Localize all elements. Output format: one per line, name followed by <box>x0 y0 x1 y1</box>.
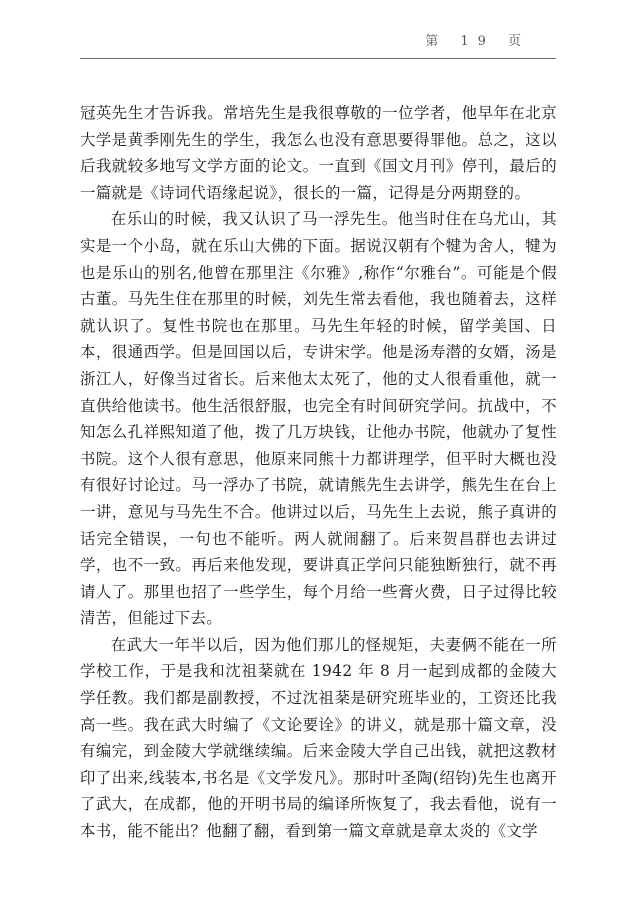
paragraph-ma-yifu: 在乐山的时候，我又认识了马一浮先生。他当时住在乌尤山，其实是一个小岛，就在乐山大佛的下面。据说汉朝有个犍为舍人，犍为也是乐山的别名,他曾在那里注《尔雅》,称作“尔雅台”。可能是个假古董。马先生住在那里的时候，刘先生常去看他，我也随着去，这样就认识了。复性书院也在那里。马先生年轻的时候，留学美国、日本，很通西学。但是回国以后，专讲宋学。他是汤寿潜的女婿，汤是浙江人，好像当过省长。后来他太太死了，他的丈人很看重他，就一直供给他读书。他生活很舒服，也完全有时间研究学问。抗战中，不知怎么孔祥熙知道了他，拨了几万块钱，让他办书院，他就办了复性书院。这个人很有意思，他原来同熊十力都讲理学，但平时大概也没有很好讨论过。马一浮办了书院，就请熊先生去讲学，熊先生在台上一讲，意见与马先生不合。他讲过以后，马先生上去说，熊子真讲的话完全错误，一句也不能听。两人就闹翻了。后来贺昌群也去讲过学，也不一致。再后来他发现，要讲真正学问只能独断独行，就不再请人了。那里也招了一些学生，每个月给一些膏火费，日子过得比较清苦，但能过下去。 <box>80 210 557 628</box>
page-header <box>80 0 556 60</box>
paragraph-jinling-university: 在武大一年半以后，因为他们那儿的怪规矩，夫妻俩不能在一所学校工作，于是我和沈祖棻就在 1942 年 8 月一起到成都的金陵大学任教。我们都是副教授，不过沈祖棻是研究班毕业的，工资还比我高一些。我在武大时编了《文论要诠》的讲义，就是那十篇文章，没有编完，到金陵大学就继续编。后来金陵大学自己出钱，就把这教材印了出来,线装本,书名是《文学发凡》。那时叶圣陶(绍钧)先生也离开了武大，在成都，他的开明书局的编译所恢复了，我去看他，说有一本书，能不能出？他翻了翻，看到第一篇文章就是章太炎的《文学 <box>80 635 557 841</box>
page-number: 第 19 页 <box>425 34 530 49</box>
paragraph-continuation: 冠英先生才告诉我。常培先生是我很尊敬的一位学者，他早年在北京大学是黄季刚先生的学生，我怎么也没有意思要得罪他。总之，这以后我就较多地写文学方面的论文。一直到《国文月刊》停刊，最后的一篇就是《诗词代语缘起说》，很长的一篇，记得是分两期登的。 <box>80 104 557 202</box>
header-divider <box>80 58 556 59</box>
document-body <box>80 100 557 845</box>
